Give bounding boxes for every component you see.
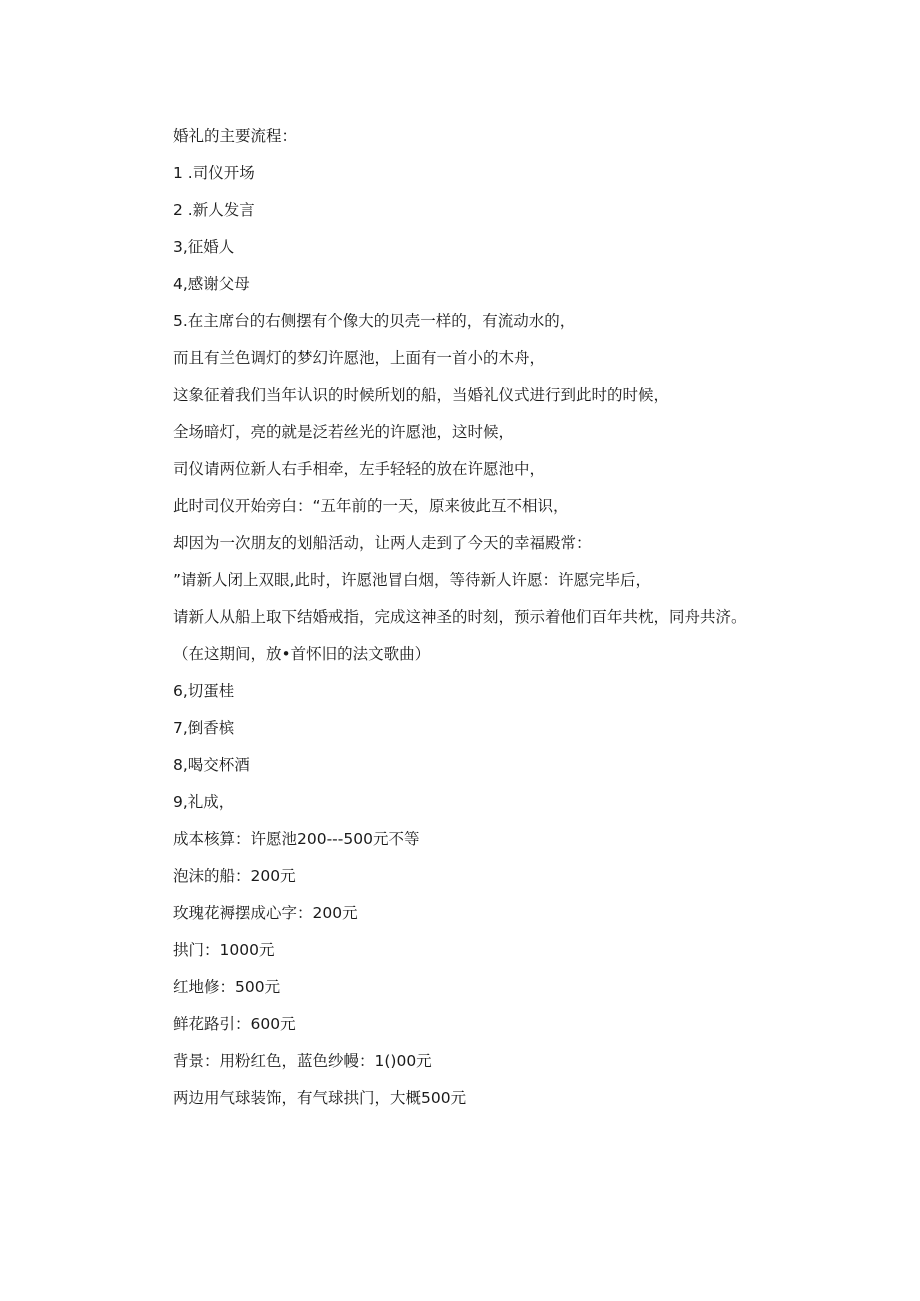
text-line: 5.在主席台的右侧摆有个像大的贝壳一样的，有流动水的， [173,312,576,330]
cost-line: 成本核算：许愿池200---500元不等 [173,830,420,848]
cost-line: 红地修：500元 [173,978,281,996]
cost-line: 鲜花路引：600元 [173,1015,296,1033]
cost-line: 玫瑰花褥摆成心字：200元 [173,904,358,922]
cost-line: 泡沫的船：200元 [173,867,296,885]
document-body [137,118,787,1117]
text-line: 3,征婚人 [173,238,235,256]
text-line: 6,切蛋桂 [173,682,235,700]
text-line: 2 .新人发言 [173,201,255,219]
cost-line: 拱门：1000元 [173,941,275,959]
text-line: 此时司仪开始旁白：“五年前的一天，原来彼此互不相识， [173,497,569,515]
text-line: ”请新人闭上双眼,此时，许愿池冒白烟，等待新人许愿：许愿完毕后， [173,571,651,589]
cost-line: 背景：用粉红色，蓝色纱幔：1()00元 [173,1052,432,1070]
text-line: 而且有兰色调灯的梦幻许愿池，上面有一首小的木舟， [173,349,546,367]
text-line: 8,喝交杯酒 [173,756,250,774]
section-heading: 婚礼的主要流程： [173,127,298,145]
text-line: 却因为一次朋友的划船活动，让两人走到了今天的幸福殿常： [173,534,592,552]
text-line: 这象征着我们当年认识的时候所划的船，当婚礼仪式进行到此时的时候， [173,386,670,404]
wrapped-paragraph: 请新人从船上取下结婚戒指，完成这神圣的时刻，预示着他们百年共枕，同舟共济。 [173,608,747,626]
text-line: 全场暗灯，亮的就是泛若丝光的许愿池，这时候， [173,423,515,441]
text-line: （在这期间，放•首怀旧的法文歌曲） [173,645,431,663]
text-line: 7,倒香槟 [173,719,235,737]
text-line: 9,礼成， [173,793,235,811]
text-line: 司仪请两位新人右手相牵，左手轻轻的放在许愿池中， [173,460,546,478]
text-line: 4,感谢父母 [173,275,250,293]
cost-line: 两边用气球装饰，有气球拱门，大概500元 [173,1089,467,1107]
text-line: 1 .司仪开场 [173,164,255,182]
